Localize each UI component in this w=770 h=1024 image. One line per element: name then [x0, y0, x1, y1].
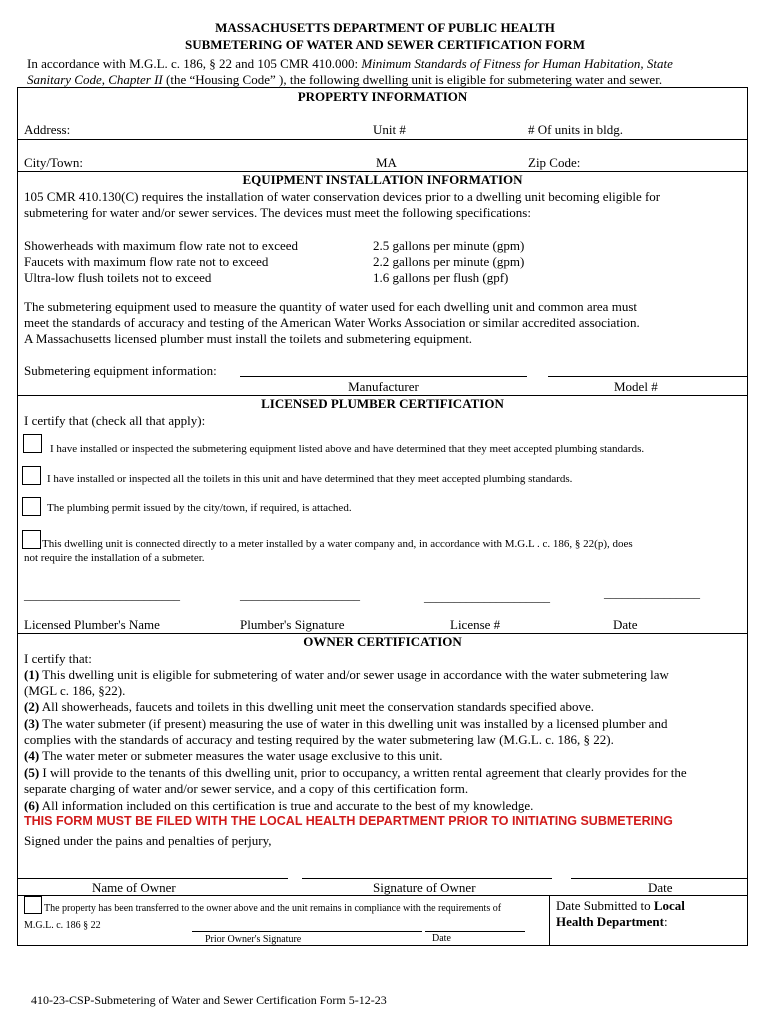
- water-company-meter-label-cont: not require the installation of a submeter.: [24, 552, 205, 564]
- license-number-label: License #: [450, 617, 501, 632]
- owner-certify-label: I certify that:: [24, 651, 92, 666]
- plumber-date-field[interactable]: ________________: [604, 586, 700, 600]
- equipment-standards-line-2: meet the standards of accuracy and testing of the American Water Works Association or similar accredited association.: [24, 315, 640, 330]
- owner-statement: (2) All showerheads, faucets and toilets in this dwelling unit meet the conservation standards specified above.: [24, 699, 595, 714]
- plumber-certify-label: I certify that (check all that apply):: [24, 413, 206, 428]
- owner-date-field[interactable]: [571, 878, 748, 879]
- owner-statement: (MGL c. 186, §22).: [24, 683, 126, 698]
- owner-statement: (3) The water submeter (if present) measuring the use of water in this dwelling unit was installed by a licensed plumber and: [24, 716, 668, 731]
- prior-owner-signature-label: Prior Owner's Signature: [205, 934, 302, 945]
- plumber-signature-label: Plumber's Signature: [240, 617, 345, 632]
- permit-attached-label: The plumbing permit issued by the city/town, if required, is attached.: [47, 502, 352, 514]
- owner-statement: (4) The water meter or submeter measures the water usage exclusive to this unit.: [24, 748, 443, 763]
- plumber-name-label: Licensed Plumber's Name: [24, 617, 160, 632]
- spec-value: 1.6 gallons per flush (gpf): [373, 270, 509, 285]
- form-agency-title: MASSACHUSETTS DEPARTMENT OF PUBLIC HEALTH: [215, 20, 555, 35]
- perjury-statement: Signed under the pains and penalties of perjury,: [24, 833, 272, 848]
- unit-label[interactable]: Unit #: [373, 122, 406, 137]
- owner-signature-label: Signature of Owner: [373, 880, 476, 895]
- equipment-intro-line-2: submetering for water and/or sewer services. The devices must meet the following specifications:: [24, 205, 531, 220]
- intro-line-2: Sanitary Code, Chapter II (the “Housing Code” ), the following dwelling unit is eligible for submetering water and sewer.: [27, 72, 663, 87]
- form-footer-code: 410-23-CSP-Submetering of Water and Sewer Certification Form 5-12-23: [31, 993, 387, 1007]
- equipment-intro-line-1: 105 CMR 410.130(C) requires the installation of water conservation devices prior to a dwelling unit becoming eligible for: [24, 189, 661, 204]
- water-company-meter-label: This dwelling unit is connected directly to a meter installed by a water company and, in accordance with M.G.L . c. 186, § 22(p), does: [42, 538, 633, 550]
- property-transferred-label: The property has been transferred to the owner above and the unit remains in compliance with the requirements of: [44, 903, 502, 914]
- divider: [17, 139, 748, 140]
- spec-value: 2.2 gallons per minute (gpm): [373, 254, 525, 269]
- equipment-section-heading: EQUIPMENT INSTALLATION INFORMATION: [242, 172, 523, 187]
- plumber-date-label: Date: [613, 617, 638, 632]
- permit-attached-checkbox[interactable]: [22, 497, 41, 516]
- manufacturer-label: Manufacturer: [348, 379, 419, 394]
- owner-statement: separate charging of water and/or sewer service, and a copy of this certification form.: [24, 781, 469, 796]
- owner-signature-field[interactable]: [302, 878, 552, 879]
- spec-device: Ultra-low flush toilets not to exceed: [24, 270, 212, 285]
- water-company-meter-checkbox[interactable]: [22, 530, 41, 549]
- spec-device: Faucets with maximum flow rate not to exceed: [24, 254, 269, 269]
- address-label[interactable]: Address:: [24, 122, 71, 137]
- toilets-inspected-label: I have installed or inspected all the toilets in this unit and have determined that they meet accepted plumbing standards.: [47, 473, 573, 485]
- plumber-signature-field[interactable]: ____________________: [240, 588, 360, 602]
- plumber-name-field[interactable]: __________________________: [24, 588, 180, 602]
- zip-code-label[interactable]: Zip Code:: [528, 155, 581, 170]
- owner-statement: (5) I will provide to the tenants of this dwelling unit, prior to occupancy, a written rental agreement that clearly provides for the: [24, 765, 687, 780]
- filing-warning: THIS FORM MUST BE FILED WITH THE LOCAL HEALTH DEPARTMENT PRIOR TO INITIATING SUBMETERING: [24, 814, 673, 828]
- units-in-building-label[interactable]: # Of units in bldg.: [528, 122, 623, 137]
- model-label: Model #: [614, 379, 658, 394]
- plumber-section-heading: LICENSED PLUMBER CERTIFICATION: [261, 396, 504, 411]
- owner-section-heading: OWNER CERTIFICATION: [303, 634, 462, 649]
- date-submitted-label-cont: Health Department:: [556, 914, 668, 929]
- owner-name-label: Name of Owner: [92, 880, 176, 895]
- manufacturer-field[interactable]: [240, 376, 527, 377]
- equipment-standards-line-3: A Massachusetts licensed plumber must install the toilets and submetering equipment.: [24, 331, 473, 346]
- prior-owner-date-label: Date: [432, 933, 451, 944]
- equipment-standards-line-1: The submetering equipment used to measure the quantity of water used for each dwelling unit and common area must: [24, 299, 637, 314]
- intro-line-1: In accordance with M.G.L. c. 186, § 22 and 105 CMR 410.000: Minimum Standards of Fitness for Human Habitation, State: [27, 56, 673, 71]
- owner-statement: (6) All information included on this certification is true and accurate to the best of my knowledge.: [24, 798, 534, 813]
- model-field[interactable]: [548, 376, 747, 377]
- owner-name-field[interactable]: [17, 878, 288, 879]
- submeter-inspected-label: I have installed or inspected the submetering equipment listed above and have determined that they meet accepted plumbing standards.: [50, 443, 645, 455]
- spec-value: 2.5 gallons per minute (gpm): [373, 238, 525, 253]
- owner-date-label: Date: [648, 880, 673, 895]
- owner-statement: (1) This dwelling unit is eligible for submetering of water and/or sewer usage in accordance with the water submetering law: [24, 667, 669, 682]
- submetering-info-label: Submetering equipment information:: [24, 363, 217, 378]
- license-number-field[interactable]: _____________________: [424, 590, 550, 604]
- prior-owner-signature-field[interactable]: [192, 931, 422, 932]
- prior-owner-date-field[interactable]: [425, 931, 525, 932]
- city-town-label[interactable]: City/Town:: [24, 155, 84, 170]
- submeter-inspected-checkbox[interactable]: [23, 434, 42, 453]
- property-section-heading: PROPERTY INFORMATION: [297, 89, 468, 104]
- property-transferred-label-cont: M.G.L. c. 186 § 22: [24, 920, 101, 931]
- spec-device: Showerheads with maximum flow rate not to exceed: [24, 238, 299, 253]
- property-transferred-checkbox[interactable]: [24, 896, 42, 914]
- state-value: MA: [376, 155, 397, 170]
- date-submitted-label: Date Submitted to Local: [556, 898, 685, 913]
- toilets-inspected-checkbox[interactable]: [22, 466, 41, 485]
- form-title: SUBMETERING OF WATER AND SEWER CERTIFICATION FORM: [185, 37, 585, 52]
- owner-statement: complies with the standards of accuracy and testing required by the water submetering law (M.G.L. c. 186, § 22).: [24, 732, 614, 747]
